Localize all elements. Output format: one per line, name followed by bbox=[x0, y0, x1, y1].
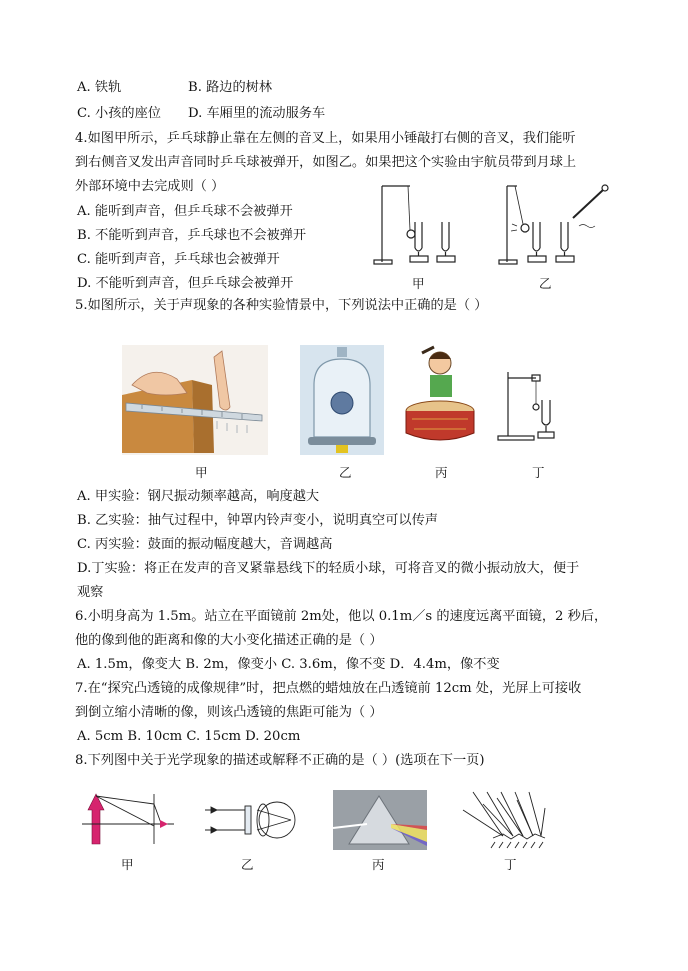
q5-figure-jia-label: 甲 bbox=[195, 465, 208, 480]
q5-option-b: B. 乙实验：抽气过程中，钟罩内铃声变小，说明真空可以传声 bbox=[77, 513, 438, 528]
q5-figure-ding-label: 丁 bbox=[532, 465, 545, 480]
q8-figure-jia-label: 甲 bbox=[121, 857, 134, 872]
q4-figure-yi-label: 乙 bbox=[539, 276, 552, 291]
q3-option-b: B. 路边的树林 bbox=[188, 80, 273, 95]
q6-stem-line1: 6.小明身高为 1.5m。站立在平面镜前 2m处，他以 0.1m／s 的速度远离平面镜，2 秒后， bbox=[75, 609, 608, 624]
q5-figure-bing-drum bbox=[402, 345, 480, 445]
q4-figure-jia-label: 甲 bbox=[412, 276, 425, 291]
q4-option-b: B. 不能听到声音，乒乓球也不会被弹开 bbox=[77, 228, 307, 243]
q5-stem: 5.如图所示，关于声现象的各种实验情景中，下列说法中正确的是（ ） bbox=[75, 298, 488, 313]
q5-option-d-line2: 观察 bbox=[77, 585, 104, 600]
q5-figure-bing-label: 丙 bbox=[435, 465, 448, 480]
q8-figure-ding bbox=[453, 790, 549, 852]
q4-stem-line1: 4.如图甲所示，乒乓球静止靠在左侧的音叉上，如果用小锤敲打右侧的音叉，我们能听 bbox=[75, 131, 576, 146]
q8-figure-jia bbox=[82, 790, 174, 848]
q5-figure-ding-fork bbox=[496, 370, 576, 442]
q5-option-d-line1: D.丁实验：将正在发声的音叉紧靠悬线下的轻质小球，可将音叉的微小振动放大，便于 bbox=[77, 561, 580, 576]
q3-option-a: A. 铁轨 bbox=[77, 80, 122, 95]
q4-figure-yi bbox=[495, 182, 615, 266]
q4-stem-line2: 到右侧音叉发出声音同时乒乓球被弹开，如图乙。如果把这个实验由宇航员带到月球上 bbox=[75, 155, 577, 170]
q8-figure-bing-prism bbox=[333, 790, 427, 850]
q3-option-d: D. 车厢里的流动服务车 bbox=[188, 106, 326, 121]
q8-figure-yi-label: 乙 bbox=[241, 857, 254, 872]
q4-figure-jia bbox=[370, 182, 470, 266]
q8-figure-ding-label: 丁 bbox=[504, 857, 517, 872]
q4-option-a: A. 能听到声音，但乒乓球不会被弹开 bbox=[77, 204, 293, 219]
q8-stem: 8.下列图中关于光学现象的描述或解释不正确的是（ ）(选项在下一页) bbox=[75, 753, 485, 768]
q7-stem-line1: 7.在“探究凸透镜的成像规律”时，把点燃的蜡烛放在凸透镜前 12cm 处，光屏上可接收 bbox=[75, 681, 582, 696]
q5-option-a: A. 甲实验：钢尺振动频率越高，响度越大 bbox=[77, 489, 320, 504]
q4-stem-line3: 外部环境中去完成则（ ） bbox=[75, 179, 225, 194]
q5-option-c: C. 丙实验：鼓面的振动幅度越大，音调越高 bbox=[77, 537, 333, 552]
q7-options: A. 5cm B. 10cm C. 15cm D. 20cm bbox=[77, 729, 301, 744]
q8-figure-bing-label: 丙 bbox=[372, 857, 385, 872]
q6-options: A. 1.5m，像变大 B. 2m，像变小 C. 3.6m，像不变 D．4.4m，像不变 bbox=[77, 657, 500, 672]
q5-figure-jia-ruler bbox=[122, 345, 268, 455]
q4-option-c: C. 能听到声音，乒乓球也会被弹开 bbox=[77, 252, 280, 267]
q6-stem-line2: 他的像到他的距离和像的大小变化描述正确的是（ ） bbox=[75, 633, 383, 648]
q4-option-d: D. 不能听到声音，但乒乓球会被弹开 bbox=[77, 276, 294, 291]
q5-figure-yi-label: 乙 bbox=[339, 465, 352, 480]
q5-figure-yi-belljar bbox=[300, 345, 384, 455]
q8-figure-yi bbox=[205, 798, 295, 842]
q7-stem-line2: 到倒立缩小清晰的像，则该凸透镜的焦距可能为（ ） bbox=[75, 705, 383, 720]
q3-option-c: C. 小孩的座位 bbox=[77, 106, 161, 121]
